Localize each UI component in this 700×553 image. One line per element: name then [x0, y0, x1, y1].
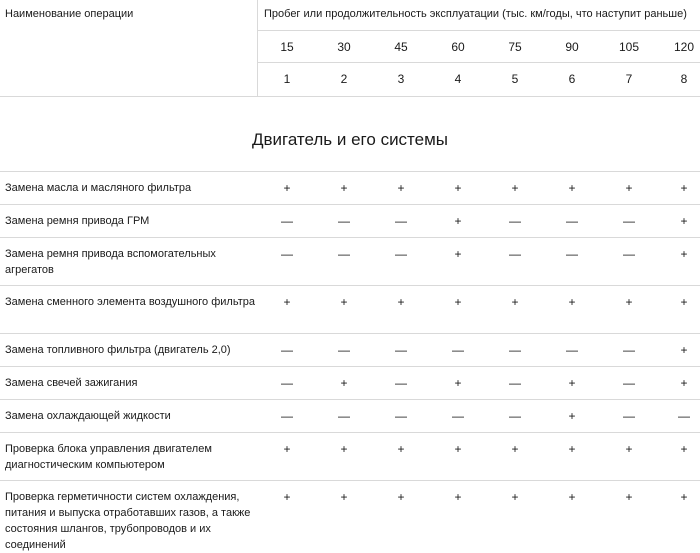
- table-cell-mark: —: [623, 214, 635, 228]
- row-divider: [0, 171, 700, 172]
- table-cell-mark: +: [397, 181, 405, 195]
- table-cell-mark: +: [511, 295, 519, 309]
- section-title: Двигатель и его системы: [251, 130, 449, 149]
- table-cell-mark: +: [283, 295, 291, 309]
- table-cell-mark: +: [340, 181, 348, 195]
- table-cell-mark: +: [680, 343, 688, 357]
- mileage-value: 90: [565, 40, 579, 54]
- table-row-operation: Замена ремня привода ГРМ: [5, 215, 150, 227]
- table-row-operation: Замена сменного элемента воздушного фильтра: [5, 296, 255, 308]
- table-cell-mark: +: [568, 295, 576, 309]
- year-value: 4: [454, 72, 462, 86]
- table-cell-mark: +: [625, 490, 633, 504]
- table-cell-mark: +: [511, 490, 519, 504]
- table-cell-mark: —: [452, 343, 464, 357]
- table-cell-mark: +: [625, 295, 633, 309]
- table-cell-mark: +: [511, 442, 519, 456]
- table-cell-mark: —: [338, 247, 350, 261]
- mileage-value: 30: [337, 40, 351, 54]
- table-row-operation: Замена ремня привода вспомогательных агрегатов: [5, 248, 216, 276]
- table-cell-mark: +: [283, 442, 291, 456]
- table-cell-mark: +: [283, 490, 291, 504]
- table-cell-mark: +: [340, 490, 348, 504]
- row-divider: [0, 480, 700, 481]
- table-row-operation: Замена охлаждающей жидкости: [5, 410, 171, 422]
- year-value: 2: [340, 72, 348, 86]
- table-cell-mark: —: [452, 409, 464, 423]
- table-cell-mark: +: [397, 295, 405, 309]
- year-value: 8: [680, 72, 688, 86]
- operation-column-header: Наименование операции: [5, 8, 134, 20]
- mileage-value: 60: [451, 40, 465, 54]
- table-cell-mark: +: [454, 295, 462, 309]
- table-cell-mark: —: [338, 343, 350, 357]
- row-divider: [0, 333, 700, 334]
- table-cell-mark: —: [281, 376, 293, 390]
- table-cell-mark: —: [509, 376, 521, 390]
- table-cell-mark: —: [395, 376, 407, 390]
- table-cell-mark: +: [454, 490, 462, 504]
- row-divider: [0, 285, 700, 286]
- year-value: 6: [568, 72, 576, 86]
- table-row-operation: Проверка герметичности систем охлаждения, питания и выпуска отработавших газов, а также состояния шлангов, трубопроводов и их соединений: [5, 491, 251, 551]
- table-cell-mark: —: [623, 247, 635, 261]
- header-divider-1: [257, 30, 700, 31]
- table-cell-mark: +: [625, 181, 633, 195]
- table-cell-mark: —: [623, 343, 635, 357]
- mileage-column-header: Пробег или продолжительность эксплуатации (тыс. км/годы, что наступит раньше): [264, 8, 687, 20]
- table-cell-mark: +: [568, 181, 576, 195]
- table-cell-mark: —: [281, 247, 293, 261]
- row-divider: [0, 204, 700, 205]
- table-cell-mark: +: [454, 181, 462, 195]
- table-cell-mark: —: [509, 214, 521, 228]
- mileage-value: 15: [280, 40, 294, 54]
- mileage-value: 75: [508, 40, 522, 54]
- table-cell-mark: —: [281, 343, 293, 357]
- table-cell-mark: —: [623, 409, 635, 423]
- table-cell-mark: —: [566, 214, 578, 228]
- table-cell-mark: —: [678, 409, 690, 423]
- table-row-operation: Замена свечей зажигания: [5, 377, 138, 389]
- table-cell-mark: +: [568, 490, 576, 504]
- header-divider-2: [257, 62, 700, 63]
- year-value: 3: [397, 72, 405, 86]
- table-row-operation: Замена масла и масляного фильтра: [5, 182, 192, 194]
- header-divider-vertical: [257, 0, 258, 96]
- mileage-value: 105: [618, 40, 640, 54]
- table-cell-mark: +: [680, 214, 688, 228]
- header-bottom-border: [0, 96, 700, 97]
- table-cell-mark: +: [511, 181, 519, 195]
- table-cell-mark: +: [625, 442, 633, 456]
- table-cell-mark: +: [454, 442, 462, 456]
- table-cell-mark: —: [395, 409, 407, 423]
- table-cell-mark: +: [680, 376, 688, 390]
- table-cell-mark: +: [680, 247, 688, 261]
- table-cell-mark: —: [509, 247, 521, 261]
- mileage-value: 45: [394, 40, 408, 54]
- table-row-operation: Проверка блока управления двигателем диагностическим компьютером: [5, 443, 212, 471]
- table-cell-mark: +: [397, 442, 405, 456]
- table-cell-mark: —: [281, 409, 293, 423]
- table-cell-mark: +: [454, 247, 462, 261]
- table-row-operation: Замена топливного фильтра (двигатель 2,0): [5, 344, 231, 356]
- table-cell-mark: —: [566, 247, 578, 261]
- table-cell-mark: —: [509, 409, 521, 423]
- row-divider: [0, 432, 700, 433]
- row-divider: [0, 399, 700, 400]
- table-cell-mark: —: [395, 214, 407, 228]
- table-cell-mark: +: [568, 442, 576, 456]
- table-cell-mark: —: [338, 214, 350, 228]
- table-cell-mark: —: [509, 343, 521, 357]
- table-cell-mark: +: [283, 181, 291, 195]
- table-cell-mark: +: [454, 214, 462, 228]
- table-cell-mark: —: [281, 214, 293, 228]
- mileage-value: 120: [673, 40, 695, 54]
- year-value: 7: [625, 72, 633, 86]
- table-cell-mark: —: [395, 343, 407, 357]
- row-divider: [0, 237, 700, 238]
- table-cell-mark: +: [340, 295, 348, 309]
- row-divider: [0, 366, 700, 367]
- table-cell-mark: +: [568, 409, 576, 423]
- table-cell-mark: +: [680, 490, 688, 504]
- table-cell-mark: +: [397, 490, 405, 504]
- table-cell-mark: +: [680, 181, 688, 195]
- table-cell-mark: +: [340, 376, 348, 390]
- table-cell-mark: +: [680, 295, 688, 309]
- table-cell-mark: —: [338, 409, 350, 423]
- table-cell-mark: —: [566, 343, 578, 357]
- table-cell-mark: +: [340, 442, 348, 456]
- year-value: 5: [511, 72, 519, 86]
- table-cell-mark: +: [568, 376, 576, 390]
- table-cell-mark: —: [395, 247, 407, 261]
- year-value: 1: [283, 72, 291, 86]
- table-cell-mark: +: [454, 376, 462, 390]
- table-cell-mark: +: [680, 442, 688, 456]
- table-cell-mark: —: [623, 376, 635, 390]
